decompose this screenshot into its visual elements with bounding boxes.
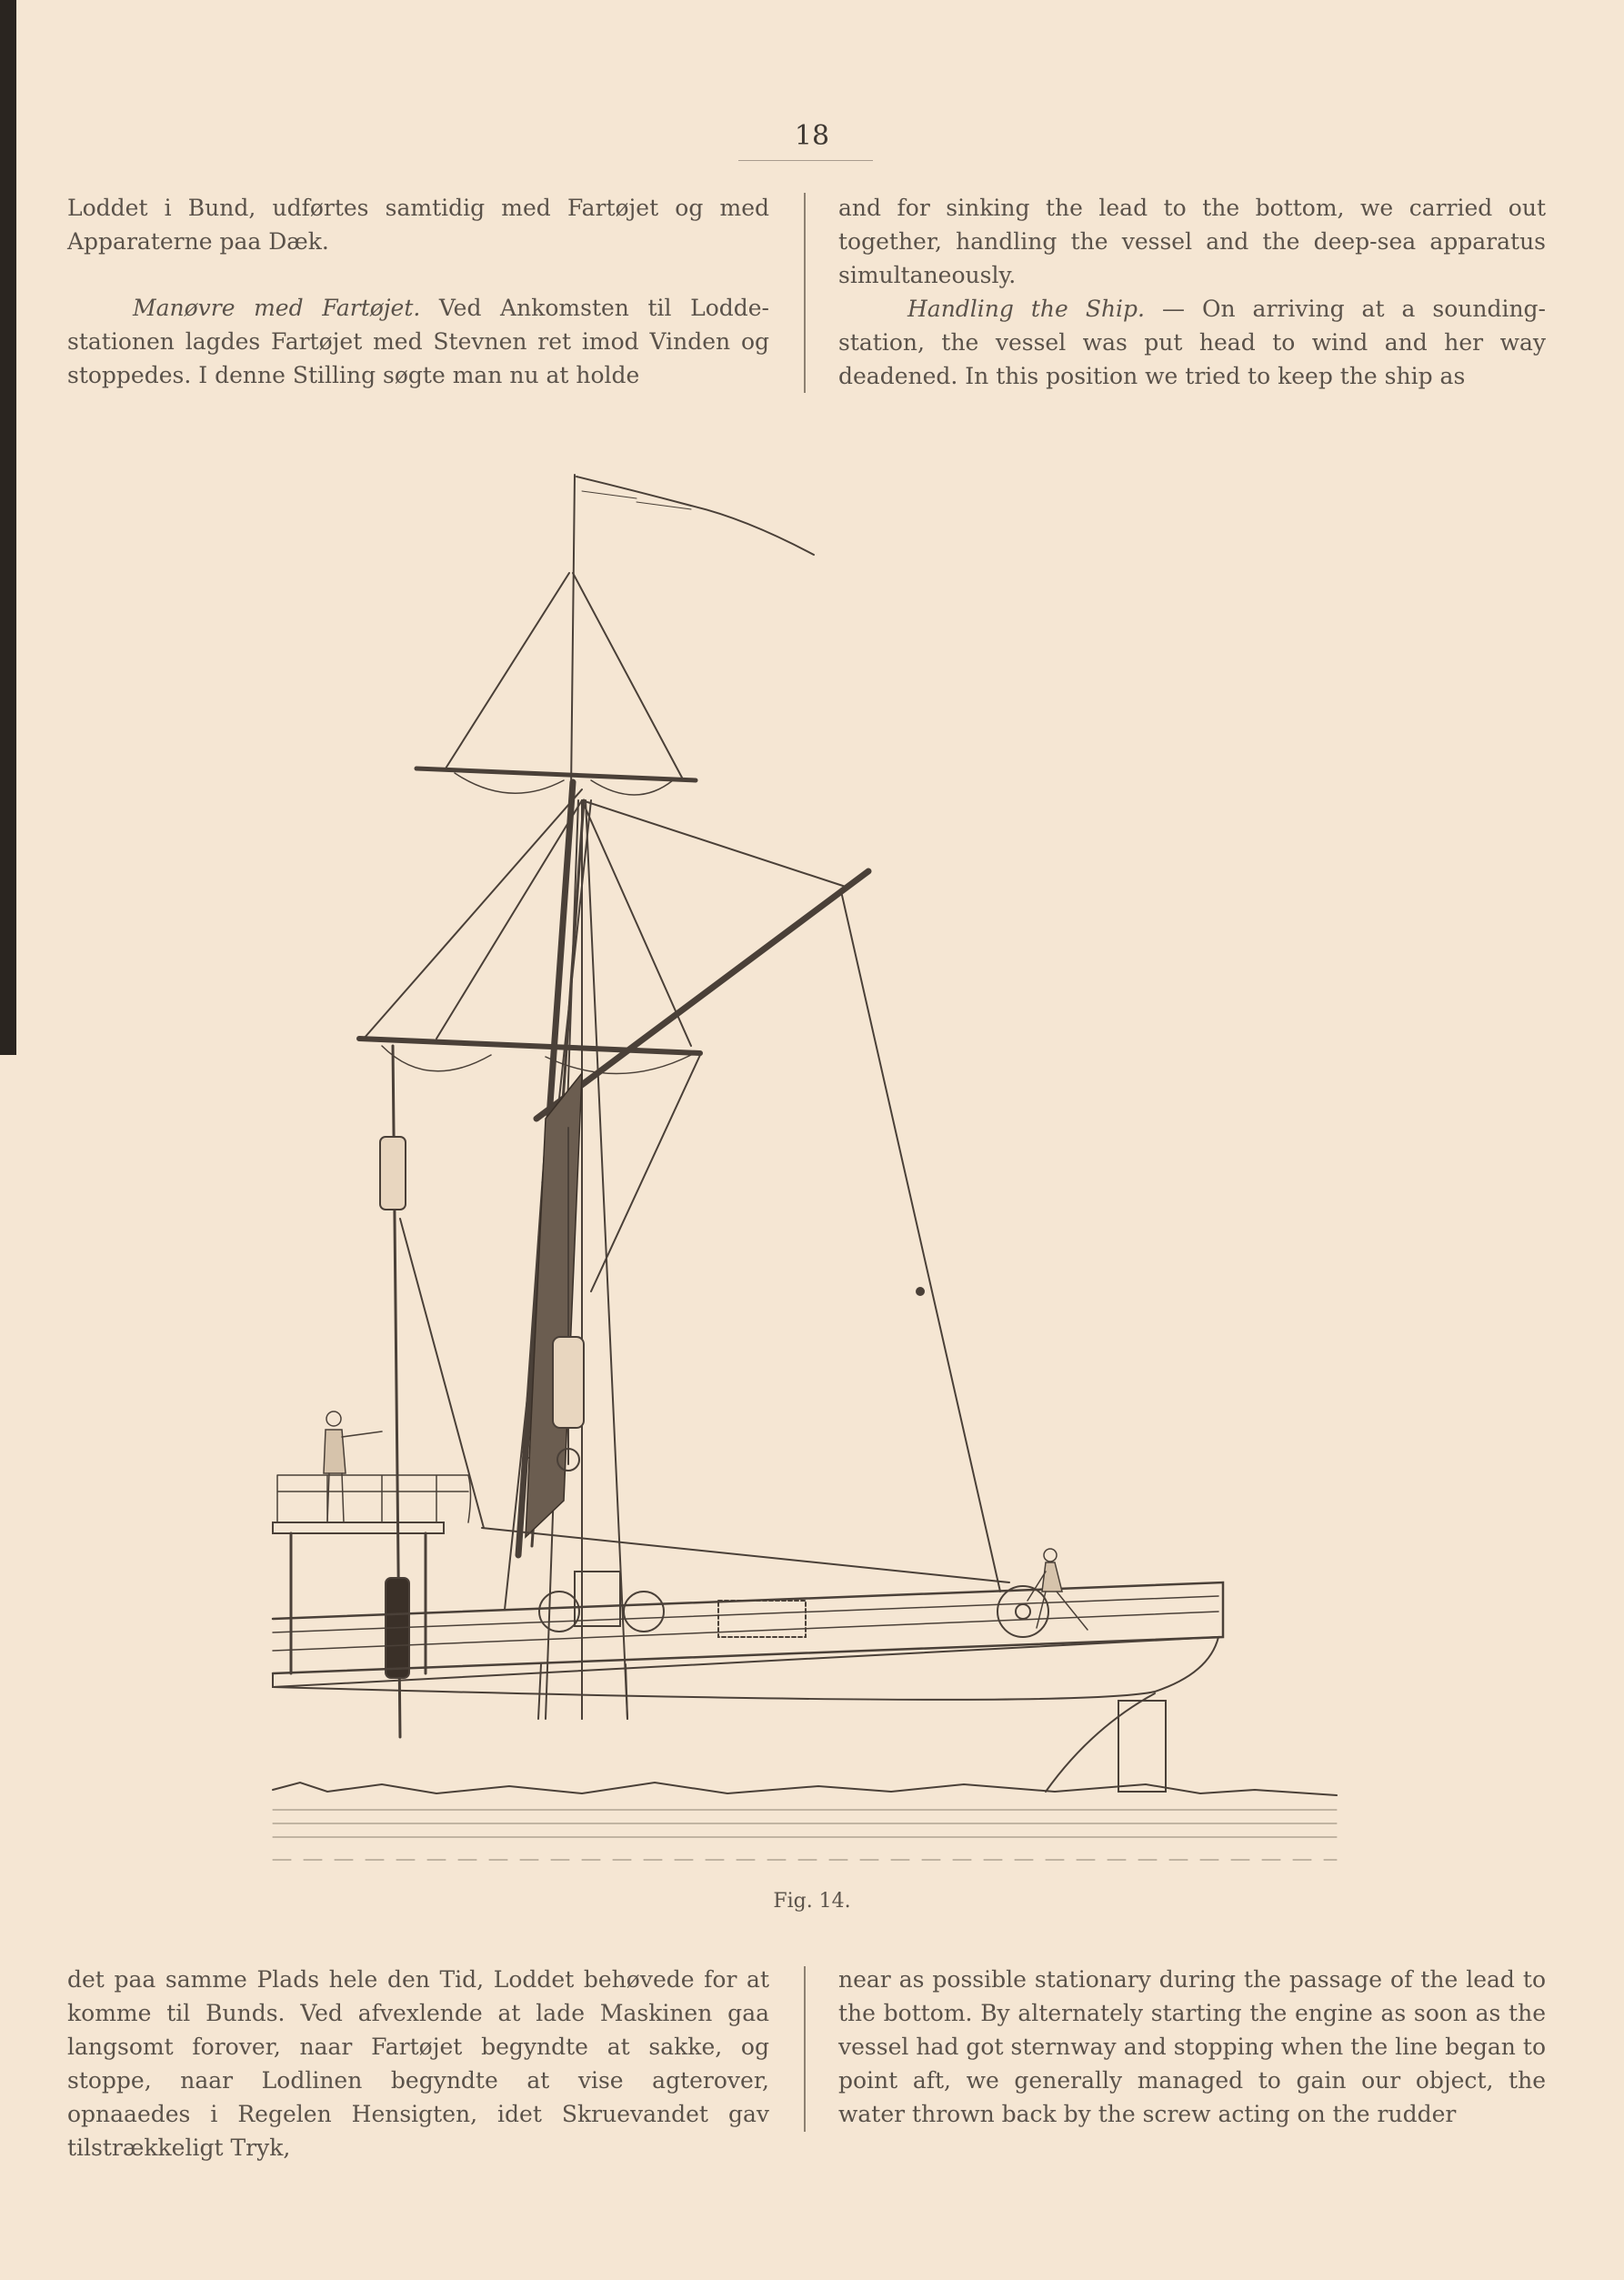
shroud-3 [586,800,627,1719]
forestay-block [917,1288,924,1295]
deck-wheel-2 [624,1592,664,1632]
figure-caption: Fig. 14. [773,1890,851,1913]
water-bottle [380,1137,406,1210]
rigging-1 [364,789,582,1039]
boom-guy [591,1055,700,1291]
bottom-left-column [67,1963,769,2164]
rudder [1118,1701,1166,1792]
bow-stem [1046,1693,1155,1792]
top-right-column [838,191,1546,393]
line-into-water-3 [626,1664,627,1719]
water-lines [273,1810,1337,1837]
paragraph-norwegian-1: Loddet i Bund, udførtes samtidig med Fartøjet og med Apparaterne paa Dæk. [67,195,769,255]
winch-hub [1016,1604,1030,1619]
sounding-cylinder-mast [553,1337,584,1428]
column-divider-bottom [804,1966,806,2132]
paragraph-english-3: near as possible stationary during the passage of the lead to the bottom. By alternately starting the engine as soon as the vessel had got sternway and stopping when the line began to point aft, we generally managed to gain our object, the water thrown back by the screw acting on the rudder [838,1966,1546,2127]
section-heading-english: Handling the Ship. [907,296,1145,322]
officer-figure [324,1411,382,1522]
bridge-railing [277,1475,471,1522]
pennant-tail [582,491,691,509]
paragraph-english-2 [838,292,1546,393]
bridge-platform [273,1522,444,1533]
top-left-column [67,191,769,392]
upper-yard [416,768,696,780]
paragraph-norwegian-2 [67,291,769,392]
topmast-stay-left [446,573,569,768]
topmast [571,475,575,791]
paragraph-norwegian-3: det paa samme Plads hele den Tid, Loddet behøvede for at komme til Bunds. Ved afvexlende at lade Maskinen gaa langsomt forover, naar Fartøjet begyndte at sakke, og stoppe, naar Lodlinen begyndte at vise agterover, opnaaedes i Regelen Hensigten, idet Skruevandet gav tilstrækkeligt Tryk, [67,1966,769,2161]
column-divider-top [804,193,806,393]
sounding-boom [536,871,868,1119]
water-waves [273,1783,1337,1795]
forestay [841,891,1000,1592]
boom-topping-lift [582,800,846,887]
rigging-3 [582,800,691,1046]
paragraph-norwegian-2-text: Ved Ankomsten til Lodde-stationen lagdes Fartøjet med Stevnen ret imod Vinden og stoppedes. I denne Stilling søgte man nu at holde [67,295,769,388]
sounding-line-deck [482,1528,1009,1582]
section-heading-norwegian: Manøvre med Fartøjet. [133,295,421,321]
page-number-rule [738,160,873,161]
lower-yard [359,1039,700,1053]
hull-deck [273,1582,1223,1673]
davit-stay [400,1219,484,1528]
figure-ship-engraving [264,464,1346,1883]
paragraph-english-2-text: — On arriving at a sounding-station, the vessel was put head to wind and her way deadened. In this position we tried to keep the ship as [838,296,1547,389]
pennant [576,477,814,555]
bottom-right-column [838,1963,1546,2131]
deck-wheel-1 [539,1592,579,1632]
binding-edge [0,0,16,1055]
page-number: 18 [794,120,830,152]
topmast-stay-right [573,573,682,778]
paragraph-english-1: and for sinking the lead to the bottom, we carried out together, handling the vessel and the deep-sea apparatus simultaneously. [838,195,1546,288]
